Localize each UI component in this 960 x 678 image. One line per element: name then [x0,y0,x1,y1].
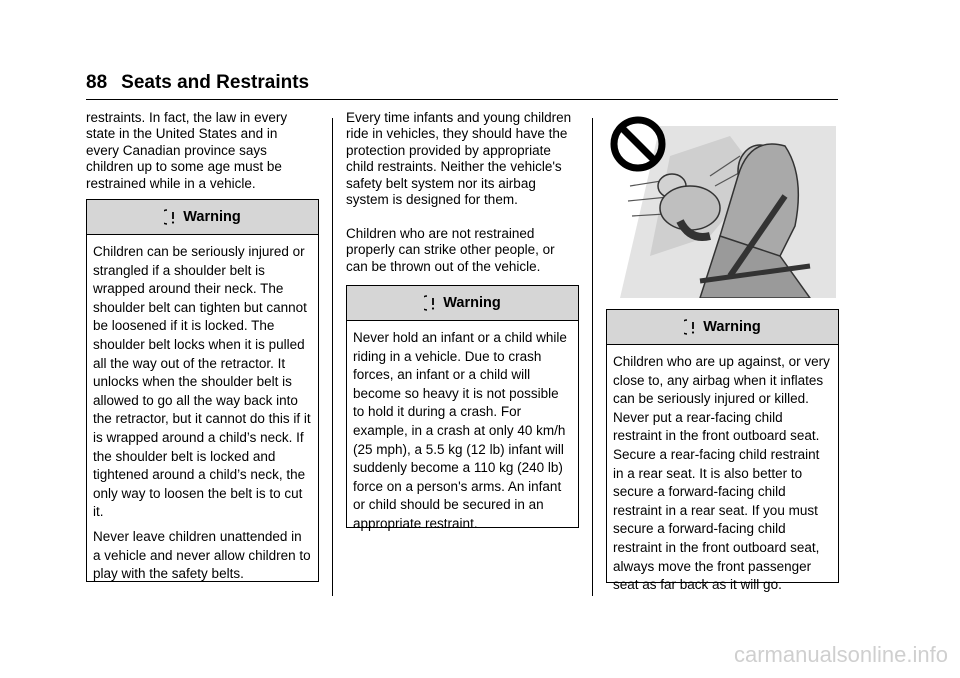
warning-icon [684,318,698,336]
warning-paragraph: Children who are up against, or very close to, any airbag when it inflates can be seriously injured or killed. Never put a rear-facing child restraint in the front outboard seat. Secure a rear-facing child restraint in a rear seat. It is also better to secure a forward-facing child restraint in a rear seat. If you must secure a forward-facing child restraint in the front outboard seat, always move the front passenger seat as far back as it will go. [613,354,830,593]
intro-paragraph: restraints. In fact, the law in every state in the United States and in every Canadian province says children up to some age must be restrained while in a vehicle. [86,110,288,191]
warning-paragraph: Never hold an infant or a child while riding in a vehicle. Due to crash forces, an infant or a child will become so heavy it is not possible to hold it during a crash. For example, in a crash at only 40 km/h (25 mph), a 5.5 kg (12 lb) infant will suddenly become a 110 kg (240 lb) force on a person's arms. An infant or child should be secured in an appropriate restraint. [353,330,567,531]
warning-title: Warning [443,295,501,311]
warning-header [87,200,318,235]
column-divider [332,118,333,596]
section-title: Seats and Restraints [121,72,310,93]
warning-box-strangulation [86,199,319,582]
warning-title: Warning [703,319,761,335]
warning-header [347,286,578,321]
body-paragraph: Every time infants and young children ride in vehicles, they should have the protection provided by appropriate child restraints. Neither the vehicle's safety belt system nor its airbag system is designed for them. [346,110,572,208]
column-divider [592,118,593,596]
warning-icon [424,294,438,312]
body-paragraph: Children who are not restrained properly can strike other people, or can be thrown out of the vehicle. [346,226,555,274]
warning-box-airbag [606,309,839,593]
warning-header [607,310,838,345]
warning-box-holding-infant [346,285,579,531]
warning-title: Warning [183,209,241,225]
warning-paragraph: Never leave children unattended in a vehicle and never allow children to play with the safety belts. [93,528,311,582]
watermark: carmanualsonline.info [733,642,948,667]
prohibited-infant-held-in-lap-illustration [610,116,836,298]
page-header [86,71,838,95]
warning-icon [164,208,178,226]
warning-paragraph: Children can be seriously injured or strangled if a shoulder belt is wrapped around their neck. The shoulder belt can tighten but cannot be loosened if it is locked. The shoulder belt locks when it is pulled all the way out of the retractor. It unlocks when the shoulder belt is allowed to go all the way back into the retractor, but it cannot do this if it is wrapped around a child’s neck. If the shoulder belt is locked and tightened around a child’s neck, the only way to loosen the belt is to cut it. [93,244,311,520]
header-rule [86,99,838,100]
page-number: 88 [86,72,108,93]
